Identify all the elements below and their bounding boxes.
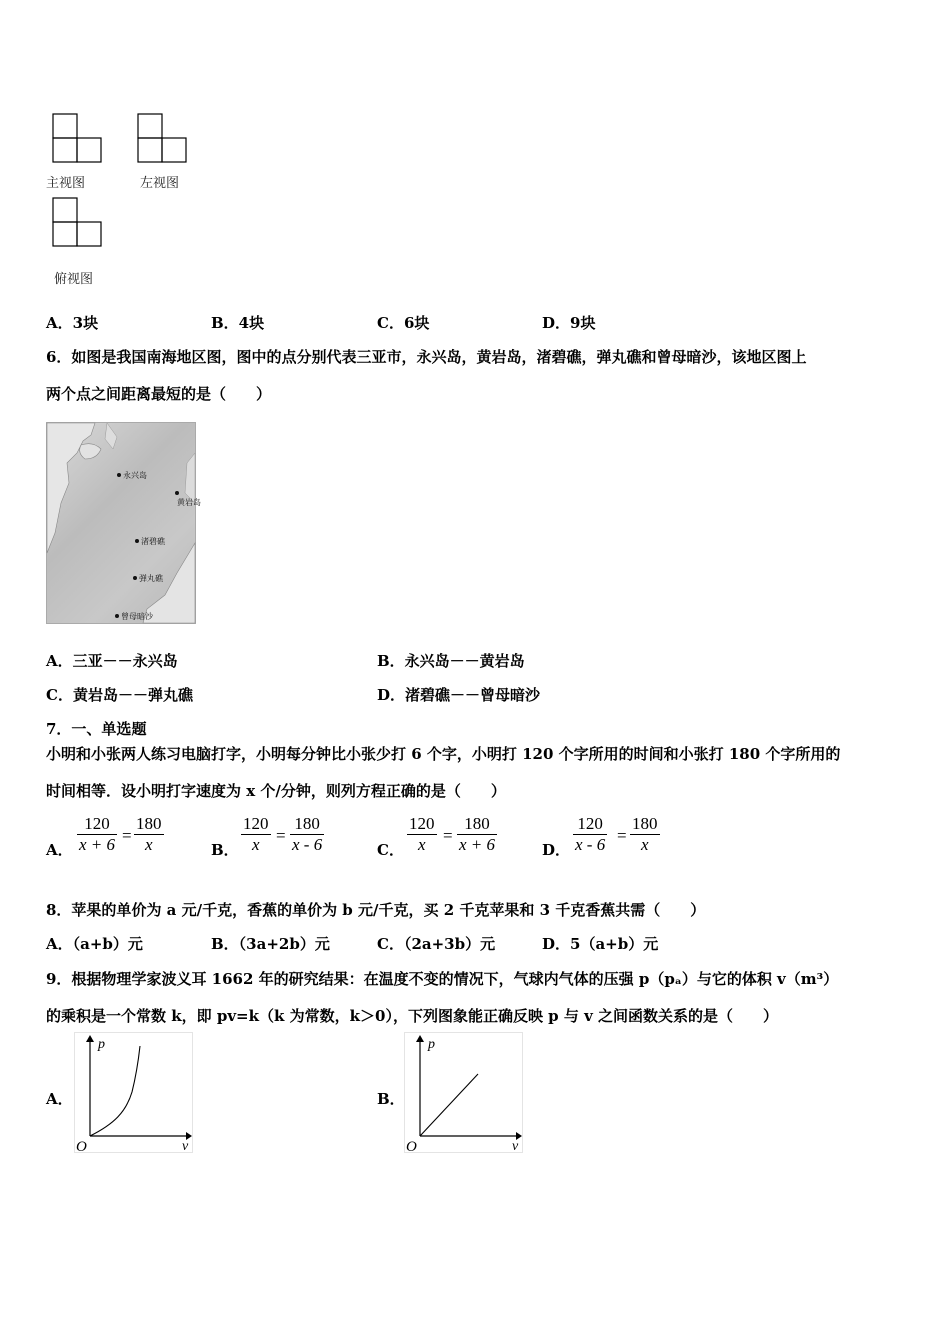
q7-stem-line1: 小明和小张两人练习电脑打字，小明每分钟比小张少打 6 个字，小明打 120 个字所用的时间和小张打 180 个字所用的 — [46, 745, 841, 763]
q8-option-d: D．5（a+b）元 — [542, 935, 659, 953]
q7-option-b-left-fraction — [241, 814, 271, 855]
q7-option-c-left-fraction — [407, 814, 437, 855]
south-china-sea-map — [46, 422, 201, 624]
q9-a-origin-label: O — [76, 1139, 87, 1155]
map-label-zengmu: 曾母暗沙 — [121, 612, 153, 621]
q7-option-c-letter: C． — [377, 841, 404, 859]
map-dot-zhubi — [135, 539, 139, 543]
q7-stem-line2: 时间相等．设小明打字速度为 x 个/分钟，则列方程正确的是（ ） — [46, 782, 506, 800]
top-view-label: 俯视图 — [54, 272, 94, 287]
map-dot-zengmu — [115, 614, 119, 618]
q9-option-a-letter: A． — [46, 1090, 73, 1108]
q7-c-left-den: x — [407, 834, 437, 855]
q9-b-x-label: v — [512, 1139, 519, 1154]
q7-c-equals: = — [443, 826, 453, 845]
q7-b-right-num: 180 — [294, 814, 320, 833]
q9-option-b-letter: B． — [377, 1090, 405, 1108]
q5-option-a: A．3块 — [46, 314, 99, 332]
map-label-yongxing: 永兴岛 — [123, 471, 147, 480]
q9-stem-line1: 9．根据物理学家波义耳 1662 年的研究结果：在温度不变的情况下，气球内气体的压强 p（pₐ）与它的体积 v（m³） — [46, 970, 839, 988]
q9-stem-line2: 的乘积是一个常数 k，即 pv=k（k 为常数，k＞0），下列图象能正确反映 p 与 v 之间函数关系的是（ ） — [46, 1007, 779, 1025]
q7-option-c-right-fraction — [457, 814, 497, 855]
map-label-huangyan: 黄岩岛 — [177, 498, 201, 507]
q8-option-b: B．（3a+2b）元 — [211, 935, 330, 953]
q5-option-c: C．6块 — [377, 314, 430, 332]
left-view-label: 左视图 — [140, 176, 180, 191]
q7-d-right-den: x — [630, 834, 660, 855]
q7-a-equals: = — [122, 826, 132, 845]
q7-c-left-num: 120 — [409, 814, 435, 833]
q6-option-a: A．三亚－－永兴岛 — [46, 652, 178, 670]
front-view-label: 主视图 — [46, 176, 86, 191]
q7-a-left-num: 120 — [84, 814, 110, 833]
q7-a-left-den: x + 6 — [79, 835, 116, 854]
q7-c-right-num: 180 — [464, 814, 490, 833]
q7-b-equals: = — [276, 826, 286, 845]
q6-option-d: D．渚碧礁－－曾母暗沙 — [377, 686, 541, 704]
map-dot-huangyan — [175, 491, 179, 495]
q9-option-a-graph — [74, 1032, 194, 1154]
q7-option-b-letter: B． — [211, 841, 239, 859]
q7-d-left-num: 120 — [577, 814, 603, 833]
q7-d-equals: = — [617, 826, 627, 845]
q8-option-c: C．（2a+3b）元 — [377, 935, 496, 953]
q7-option-d-right-fraction — [630, 814, 660, 855]
q7-b-left-den: x — [241, 834, 271, 855]
q7-b-right-den: x - 6 — [292, 835, 323, 854]
map-dot-yongxing — [117, 473, 121, 477]
q7-heading: 7．一、单选题 — [46, 720, 147, 738]
q7-a-right-num: 180 — [136, 814, 162, 833]
q5-option-b: B．4块 — [211, 314, 265, 332]
q7-d-right-num: 180 — [632, 814, 658, 833]
q9-option-b-graph — [404, 1032, 524, 1154]
q7-c-right-den: x + 6 — [459, 835, 496, 854]
q9-b-origin-label: O — [406, 1139, 417, 1155]
q7-option-d-letter: D． — [542, 841, 571, 859]
front-view-drawing — [52, 113, 104, 163]
map-label-danwan: 弹丸礁 — [139, 574, 163, 583]
q8-option-a: A．（a+b）元 — [46, 935, 143, 953]
q7-option-a-right-fraction — [134, 814, 164, 855]
q9-a-y-label: p — [98, 1037, 105, 1052]
q7-option-a-letter: A． — [46, 841, 73, 859]
top-view-drawing — [52, 197, 104, 247]
map-dot-danwan — [133, 576, 137, 580]
q7-option-a-left-fraction — [77, 814, 117, 855]
left-view-drawing — [137, 113, 189, 163]
q7-b-left-num: 120 — [243, 814, 269, 833]
q6-stem-line1: 6．如图是我国南海地区图，图中的点分别代表三亚市，永兴岛，黄岩岛，渚碧礁，弹丸礁和曾母暗沙，该地区图上 — [46, 348, 807, 366]
q7-option-b-right-fraction — [290, 814, 324, 855]
q6-option-b: B．永兴岛－－黄岩岛 — [377, 652, 525, 670]
q6-stem-line2: 两个点之间距离最短的是（ ） — [46, 385, 272, 403]
q9-b-y-label: p — [428, 1037, 435, 1052]
map-label-zhubi: 渚碧礁 — [141, 537, 165, 546]
q7-option-d-left-fraction — [573, 814, 607, 855]
q5-option-d: D．9块 — [542, 314, 596, 332]
q9-a-x-label: v — [182, 1139, 189, 1154]
q8-stem: 8．苹果的单价为 a 元/千克，香蕉的单价为 b 元/千克，买 2 千克苹果和 3 千克香蕉共需（ ） — [46, 901, 706, 919]
q6-option-c: C．黄岩岛－－弹丸礁 — [46, 686, 193, 704]
q7-a-right-den: x — [134, 834, 164, 855]
q7-d-left-den: x - 6 — [575, 835, 606, 854]
